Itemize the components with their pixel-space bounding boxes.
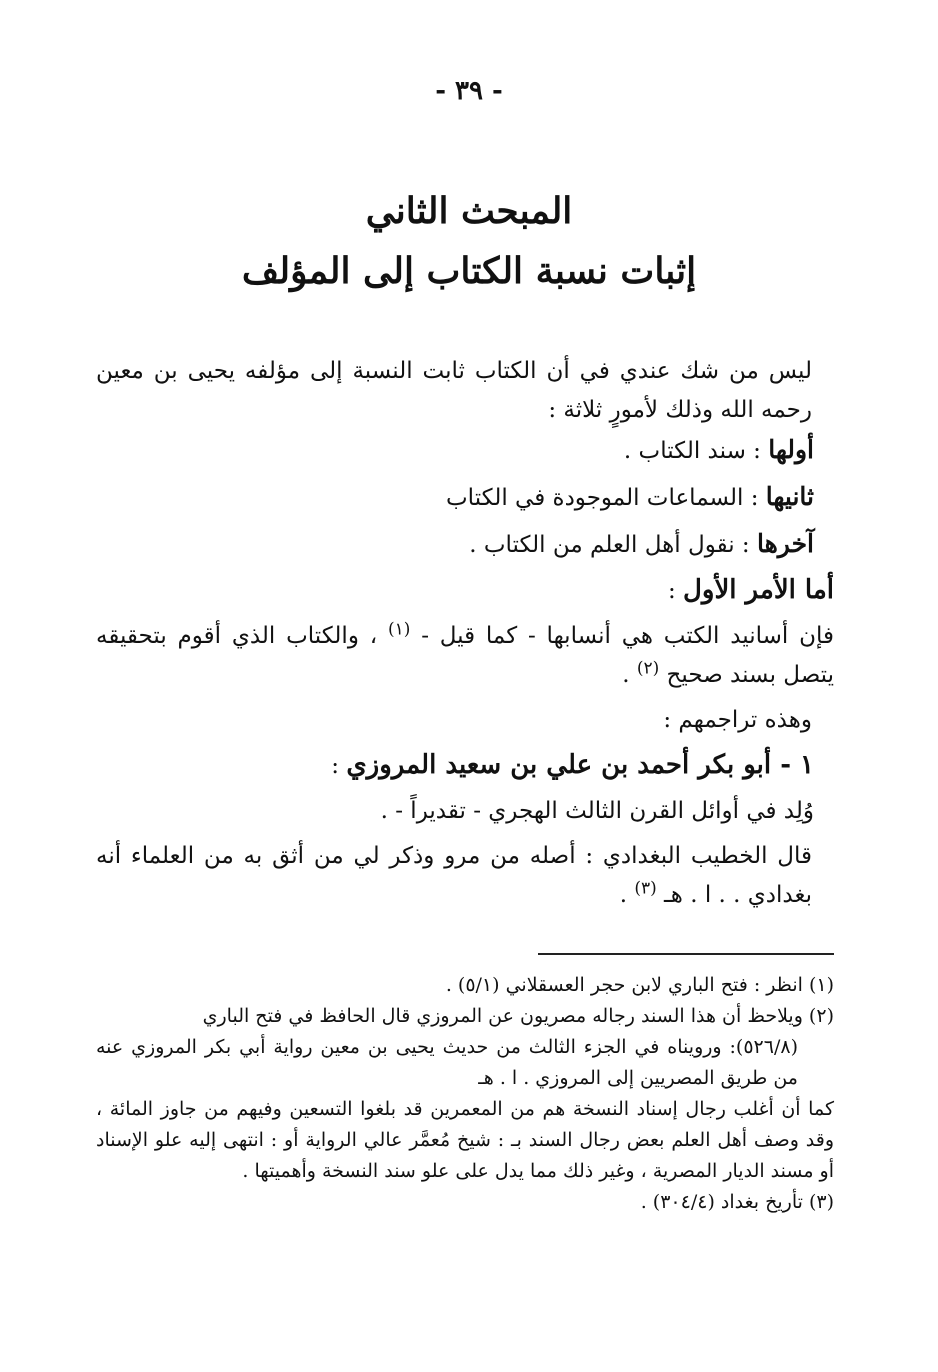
footnotes [96,970,834,1218]
footnote-ref-1[interactable]: (١) [387,619,411,640]
person-heading-text: ١ - أبو بكر أحمد بن علي بن سعيد المروزي [346,750,814,780]
footnote-2: (٢) ويلاحظ أن هذا السند رجاله مصريون عن المروزي قال الحافظ في فتح الباري [202,1005,834,1027]
section-title: المبحث الثاني [365,190,573,232]
paragraph-text: ، والكتاب الذي أقوم بتحقيقه يتصل بسند صحيح [96,623,834,688]
list-item-label: ثانيها [765,482,814,511]
paragraph-biographies: وهذه تراجمهم : [663,707,812,733]
footnote-divider [538,953,834,955]
paragraph-text: فإن أسانيد الكتب هي أنسابها - كما قيل - [410,623,834,649]
paragraph-isnad [96,617,834,695]
footnote-2-continuation: (٥٢٦/٨): ورويناه في الجزء الثالث من حديث يحيى بن معين رواية أبي بكر المروزي عنه من طريق المصريين إلى المروزي . ا . هـ [96,1036,798,1089]
person-heading [96,746,834,786]
page-number: - ٣٩ - [435,76,503,106]
list-item-first [96,430,834,471]
footnote-ref-3[interactable]: (٣) [634,878,657,899]
list-item-last [96,524,834,565]
subsection-heading [96,571,834,611]
footnote-2-note: كما أن أغلب رجال إسناد النسخة هم من المعمرين قد بلغوا التسعين وفيهم من جاوز المائة ، وقد وصف أهل العلم بعض رجال السند بـ : شيخ مُعمَّر عالي الرواية أو : انتهى إليه علو الإسناد أو مسند الديار المصرية ، وغير ذلك مما يدل على علو سند النسخة وأهميتها . [96,1098,834,1182]
list-item-second [96,477,834,518]
list-item-text: : نقول أهل العلم من الكتاب . [469,532,757,558]
intro-paragraph: ليس من شك عندي في أن الكتاب ثابت النسبة إلى مؤلفه يحيى بن معين رحمه الله وذلك لأمورٍ ثلاثة : [96,358,812,423]
subsection-heading-text: أما الأمر الأول [683,575,834,605]
subsection-heading-colon: : [667,578,683,604]
list-item-label: أولها [768,435,814,464]
quote-text: قال الخطيب البغدادي : أصله من مرو وذكر لي من أثق به من العلماء أنه بغدادي . . ا . هـ [96,843,812,908]
person-heading-colon: : [331,753,347,779]
body-text [96,352,834,915]
quote-paragraph [96,837,834,915]
paragraph-text: . [622,662,637,688]
footnote-3: (٣) تأريخ بغداد (٣٠٤/٤) . [640,1191,834,1213]
list-item-label: آخرها [757,529,814,558]
section-subtitle: إثبات نسبة الكتاب إلى المؤلف [241,250,697,292]
list-item-text: : السماعات الموجودة في الكتاب [446,485,766,511]
footnote-1: (١) انظر : فتح الباري لابن حجر العسقلاني (٥/١) . [445,974,834,996]
birth-paragraph: وُلِد في أوائل القرن الثالث الهجري - تقديراً - . [380,798,814,824]
list-item-text: : سند الكتاب . [623,438,769,464]
footnote-ref-2[interactable]: (٢) [636,658,660,679]
quote-end: . [619,882,635,908]
